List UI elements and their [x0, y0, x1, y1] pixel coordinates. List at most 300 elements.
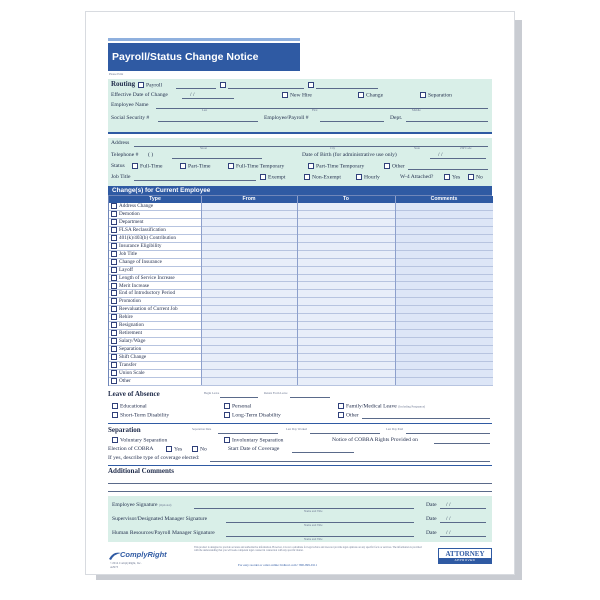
addr-sub-state: State: [414, 146, 420, 150]
table-row: [109, 378, 493, 386]
change-to-field[interactable]: [297, 235, 395, 243]
change-type-cell[interactable]: [111, 378, 131, 386]
w4-yes-option[interactable]: Yes: [444, 174, 460, 181]
routing-divider: [108, 132, 492, 134]
change-type-cell[interactable]: [111, 298, 141, 306]
change-type-checkbox[interactable]: [111, 354, 117, 360]
change-type-cell[interactable]: [111, 243, 162, 251]
change-type-label: Length of Service Increase: [119, 274, 175, 281]
change-type-checkbox[interactable]: [111, 362, 117, 368]
part-time-temp-option[interactable]: Part-Time Temporary: [308, 163, 364, 170]
dob-line: [430, 158, 486, 159]
change-type-label: Layoff: [119, 266, 134, 273]
change-to-field[interactable]: [297, 322, 395, 330]
cobra-notice-label: Notice of COBRA Rights Provided on: [332, 437, 418, 443]
change-type-cell[interactable]: [111, 267, 133, 275]
change-to-field[interactable]: [297, 267, 395, 275]
start-date-field[interactable]: [292, 452, 354, 453]
change-type-label: Insurance Eligibility: [119, 242, 162, 249]
routing-option-2[interactable]: [220, 82, 228, 89]
change-type-label: Demotion: [119, 211, 140, 218]
status-other-option[interactable]: Other: [384, 163, 405, 170]
table-row: [109, 267, 493, 275]
part-time-checkbox[interactable]: [180, 163, 186, 169]
change-type-label: Salary/Wage: [119, 338, 146, 345]
start-date-label: Start Date of Coverage: [228, 446, 280, 452]
change-type-cell[interactable]: [111, 330, 142, 338]
voluntary-checkbox[interactable]: [112, 437, 118, 443]
ssn-field[interactable]: [158, 121, 258, 122]
change-type-cell[interactable]: [111, 211, 140, 219]
change-type-checkbox[interactable]: [111, 267, 117, 273]
last-day-paid-field[interactable]: [406, 433, 490, 434]
change-comments-field[interactable]: [395, 370, 493, 378]
table-row: [109, 211, 493, 219]
w4-label: W-4 Attached?: [400, 174, 434, 180]
change-to-field[interactable]: [297, 370, 395, 378]
educational-checkbox[interactable]: [112, 403, 118, 409]
change-comments-field[interactable]: [395, 306, 493, 314]
return-leave-field[interactable]: [290, 397, 330, 398]
change-to-field[interactable]: [297, 362, 395, 370]
change-comments-field[interactable]: [395, 298, 493, 306]
addr-sub-street: Street: [200, 146, 207, 150]
routing-blank-3[interactable]: [316, 88, 378, 89]
change-to-field[interactable]: [297, 243, 395, 251]
change-from-field[interactable]: [201, 314, 297, 322]
comments-line-1[interactable]: [108, 483, 492, 484]
change-type-cell[interactable]: [111, 370, 145, 378]
dept-field[interactable]: [406, 121, 488, 122]
change-to-field[interactable]: [297, 314, 395, 322]
supervisor-sig-label: Supervisor/Designated Manager Signature: [112, 516, 208, 522]
personal-option[interactable]: Personal: [224, 403, 251, 410]
change-to-field[interactable]: [297, 203, 395, 211]
change-type-label: Shift Change: [119, 354, 147, 361]
change-from-field[interactable]: [201, 290, 297, 298]
change-comments-field[interactable]: [395, 211, 493, 219]
separation-rule: [108, 423, 492, 424]
new-hire-checkbox[interactable]: [282, 92, 288, 98]
change-to-field[interactable]: [297, 219, 395, 227]
change-checkbox[interactable]: [358, 92, 364, 98]
change-comments-field[interactable]: [395, 259, 493, 267]
election-yes-checkbox[interactable]: [166, 446, 172, 452]
change-comments-field[interactable]: [395, 330, 493, 338]
educational-option[interactable]: Educational: [112, 403, 147, 410]
changes-heading-bar: [108, 186, 492, 195]
change-from-field[interactable]: [201, 354, 297, 362]
change-type-cell[interactable]: [111, 219, 144, 227]
change-type-cell[interactable]: [111, 314, 133, 322]
separation-heading: Separation: [108, 426, 141, 434]
employee-payroll-label: Employee/Payroll #: [264, 115, 309, 121]
change-type-label: Rehire: [119, 314, 133, 321]
change-type-label: Change of Insurance: [119, 258, 162, 265]
change-type-cell[interactable]: [111, 275, 175, 283]
change-type-checkbox[interactable]: [111, 370, 117, 376]
election-label: Election of COBRA: [108, 446, 154, 452]
addr-sub-zip: ZIP Code: [460, 146, 472, 150]
change-from-field[interactable]: [201, 362, 297, 370]
name-sub-middle: Middle: [412, 108, 421, 112]
hourly-checkbox[interactable]: [356, 174, 362, 180]
change-type-checkbox[interactable]: [111, 314, 117, 320]
col-to-header: To: [343, 196, 349, 202]
change-type-cell[interactable]: [111, 259, 162, 267]
change-type-cell[interactable]: [111, 362, 136, 370]
job-title-label: Job Title: [111, 174, 131, 180]
col-from-header: From: [242, 196, 256, 202]
involuntary-checkbox[interactable]: [224, 437, 230, 443]
last-day-worked-field[interactable]: [310, 433, 380, 434]
change-type-label: End of Introductory Period: [119, 290, 176, 297]
change-comments-field[interactable]: [395, 322, 493, 330]
last-day-worked-label: Last Day Worked: [286, 427, 308, 431]
change-type-checkbox[interactable]: [111, 211, 117, 217]
begin-leave-label: Begin Leave: [204, 391, 220, 395]
change-type-label: Merit Increase: [119, 282, 150, 289]
change-type-cell[interactable]: [111, 283, 149, 291]
change-type-checkbox[interactable]: [111, 283, 117, 289]
change-from-field[interactable]: [201, 322, 297, 330]
exempt-checkbox[interactable]: [260, 174, 266, 180]
change-from-field[interactable]: [201, 370, 297, 378]
change-comments-field[interactable]: [395, 362, 493, 370]
change-comments-field[interactable]: [395, 243, 493, 251]
change-type-cell[interactable]: [111, 290, 175, 298]
last-day-paid-label: Last Day Paid: [386, 427, 403, 431]
hr-sig-date-field[interactable]: / /: [446, 530, 451, 536]
change-from-field[interactable]: [201, 306, 297, 314]
full-time-temp-option[interactable]: Full-Time Temporary: [228, 163, 284, 170]
approved-strip: [439, 558, 491, 563]
table-row: [109, 346, 493, 354]
election-yes-option[interactable]: Yes: [166, 446, 182, 453]
change-comments-field[interactable]: [395, 378, 493, 386]
change-type-checkbox[interactable]: [111, 243, 117, 249]
separation-option[interactable]: Separation: [420, 92, 452, 99]
disclaimer: This product is designed to provide accurate and authoritative information. However, it is not a substitute for legal advice and does not provide legal opinions on any specific facts or services. The information is provided with the understanding that you will seek competent legal counsel in connection with any specific matter.: [194, 546, 422, 553]
title-accent: [108, 38, 300, 41]
change-type-checkbox[interactable]: [111, 298, 117, 304]
change-comments-field[interactable]: [395, 354, 493, 362]
page-title: Payroll/Status Change Notice: [112, 51, 259, 63]
dob-label: Date of Birth (for administrative use only): [302, 152, 397, 158]
change-to-field[interactable]: [297, 378, 395, 386]
change-type-cell[interactable]: [111, 235, 176, 243]
product-code: A2973: [110, 565, 119, 569]
change-comments-field[interactable]: [395, 203, 493, 211]
table-row: [109, 275, 493, 283]
status-other-field[interactable]: [408, 169, 488, 170]
change-to-field[interactable]: [297, 251, 395, 259]
form-sheet: [86, 12, 514, 574]
col-comments-header: Comments: [430, 196, 458, 202]
cobra-notice-field[interactable]: [434, 443, 490, 444]
attorney-text: ATTORNEY: [445, 550, 485, 558]
table-row: [109, 243, 493, 251]
supervisor-sig-date-field[interactable]: / /: [446, 516, 451, 522]
long-term-option[interactable]: Long-Term Disability: [224, 412, 281, 419]
table-row: [109, 235, 493, 243]
dob-field[interactable]: / /: [438, 152, 443, 158]
change-from-field[interactable]: [201, 275, 297, 283]
routing-option-3[interactable]: [308, 82, 316, 89]
change-from-field[interactable]: [201, 378, 297, 386]
table-row: [109, 283, 493, 291]
brand-name: ComplyRight: [120, 550, 167, 559]
dept-label: Dept.: [390, 115, 403, 121]
change-type-checkbox[interactable]: [111, 227, 117, 233]
long-term-checkbox[interactable]: [224, 412, 230, 418]
change-type-label: Job Title: [119, 250, 138, 257]
w4-no-option[interactable]: No: [468, 174, 483, 181]
change-type-cell[interactable]: [111, 306, 178, 314]
full-time-temp-checkbox[interactable]: [228, 163, 234, 169]
employee-sig-date-label: Date: [426, 502, 437, 508]
telephone-label: Telephone #: [111, 152, 139, 158]
short-term-checkbox[interactable]: [112, 412, 118, 418]
employee-sig-date-field[interactable]: / /: [446, 502, 451, 508]
w4-yes-checkbox[interactable]: [444, 174, 450, 180]
leave-heading: Leave of Absence: [108, 390, 160, 398]
change-from-field[interactable]: [201, 330, 297, 338]
change-type-checkbox[interactable]: [111, 259, 117, 265]
change-type-label: Other: [119, 378, 131, 385]
routing-checkbox-3[interactable]: [308, 82, 314, 88]
involuntary-option[interactable]: Involuntary Separation: [224, 437, 283, 444]
change-comments-field[interactable]: [395, 338, 493, 346]
effective-date-line: [182, 98, 234, 99]
change-type-checkbox[interactable]: [111, 330, 117, 336]
address-section: [108, 138, 492, 192]
change-comments-field[interactable]: [395, 275, 493, 283]
change-from-field[interactable]: [201, 243, 297, 251]
part-time-temp-checkbox[interactable]: [308, 163, 314, 169]
table-row: [109, 227, 493, 235]
telephone-field[interactable]: ( ): [148, 152, 154, 158]
table-row: [109, 338, 493, 346]
change-to-field[interactable]: [297, 283, 395, 291]
change-from-field[interactable]: [201, 298, 297, 306]
supervisor-sig-date-label: Date: [426, 516, 437, 522]
status-label: Status: [111, 163, 125, 169]
exempt-option[interactable]: Exempt: [260, 174, 285, 181]
change-to-field[interactable]: [297, 298, 395, 306]
change-to-field[interactable]: [297, 275, 395, 283]
change-to-field[interactable]: [297, 346, 395, 354]
leave-other-checkbox[interactable]: [338, 412, 344, 418]
table-row: [109, 330, 493, 338]
routing-blank-1[interactable]: [176, 88, 216, 89]
hr-sig-date-line: [440, 536, 486, 537]
change-comments-field[interactable]: [395, 267, 493, 275]
change-type-checkbox[interactable]: [111, 203, 117, 209]
w4-no-checkbox[interactable]: [468, 174, 474, 180]
hourly-option[interactable]: Hourly: [356, 174, 380, 181]
change-from-field[interactable]: [201, 346, 297, 354]
hr-name-title-note: Name and Title: [304, 537, 323, 541]
election-no-checkbox[interactable]: [192, 446, 198, 452]
change-from-field[interactable]: [201, 219, 297, 227]
col-sep-1: [201, 196, 202, 385]
change-from-field[interactable]: [201, 283, 297, 291]
change-type-cell[interactable]: [111, 354, 146, 362]
change-type-checkbox[interactable]: [111, 219, 117, 225]
routing-checkbox-2[interactable]: [220, 82, 226, 88]
routing-blank-2[interactable]: [228, 88, 304, 89]
change-type-label: Address Change: [119, 203, 154, 210]
col-type-header: Type: [149, 196, 161, 202]
hr-sig-label: Human Resources/Payroll Manager Signature: [112, 530, 215, 536]
change-to-field[interactable]: [297, 338, 395, 346]
table-row: [109, 362, 493, 370]
change-type-checkbox[interactable]: [111, 275, 117, 281]
change-from-field[interactable]: [201, 251, 297, 259]
change-type-label: Transfer: [119, 362, 137, 369]
signatures-section: [108, 496, 492, 542]
change-from-field[interactable]: [201, 338, 297, 346]
change-option[interactable]: Change: [358, 92, 383, 99]
change-type-cell[interactable]: [111, 227, 166, 235]
change-comments-field[interactable]: [395, 227, 493, 235]
telephone-line: [172, 158, 262, 159]
return-leave-label: Return From Leave: [264, 391, 288, 395]
separation-checkbox[interactable]: [420, 92, 426, 98]
addr-sub-city: City: [330, 146, 336, 150]
full-time-option[interactable]: Full-Time: [132, 163, 163, 170]
change-to-field[interactable]: [297, 306, 395, 314]
changes-table: [108, 195, 492, 386]
routing-section: [108, 79, 492, 132]
job-title-field[interactable]: [134, 180, 256, 181]
change-from-field[interactable]: [201, 267, 297, 275]
change-type-label: Union Scale: [119, 370, 145, 377]
begin-leave-field[interactable]: [220, 397, 258, 398]
change-type-checkbox[interactable]: [111, 235, 117, 241]
change-from-field[interactable]: [201, 203, 297, 211]
sup-name-title-note: Name and Title: [304, 509, 323, 513]
change-type-checkbox[interactable]: [111, 306, 117, 312]
effective-date-label: Effective Date of Change: [111, 92, 168, 98]
please-print: Please Print: [109, 72, 124, 76]
personal-checkbox[interactable]: [224, 403, 230, 409]
change-from-field[interactable]: [201, 227, 297, 235]
change-type-checkbox[interactable]: [111, 338, 117, 344]
page-shadow-right: [514, 20, 522, 580]
change-type-cell[interactable]: [111, 346, 141, 354]
part-time-option[interactable]: Part-Time: [180, 163, 210, 170]
col-sep-3: [395, 196, 396, 385]
changes-table-header: [109, 196, 493, 203]
payroll-checkbox[interactable]: [138, 82, 144, 88]
comments-rule: [108, 465, 492, 466]
family-option[interactable]: Family/Medical Leave (Including Pregnancy): [338, 403, 425, 410]
address-field[interactable]: [134, 146, 488, 147]
change-type-cell[interactable]: [111, 338, 145, 346]
change-from-field[interactable]: [201, 235, 297, 243]
change-comments-field[interactable]: [395, 283, 493, 291]
change-comments-field[interactable]: [395, 346, 493, 354]
table-row: [109, 354, 493, 362]
change-to-field[interactable]: [297, 290, 395, 298]
change-type-checkbox[interactable]: [111, 251, 117, 257]
change-type-checkbox[interactable]: [111, 290, 117, 296]
change-to-field[interactable]: [297, 227, 395, 235]
change-type-label: Department: [119, 219, 144, 226]
new-hire-option[interactable]: New Hire: [282, 92, 312, 99]
sep-date-field[interactable]: [218, 433, 278, 434]
change-type-cell[interactable]: [111, 251, 137, 259]
election-no-option[interactable]: No: [192, 446, 207, 453]
supervisor-sig-date-line: [440, 522, 486, 523]
describe-field[interactable]: [210, 461, 490, 462]
family-checkbox[interactable]: [338, 403, 344, 409]
approved-text: APPROVED: [454, 558, 476, 562]
change-from-field[interactable]: [201, 259, 297, 267]
ssn-label: Social Security #: [111, 115, 150, 121]
employee-sig-date-line: [440, 508, 486, 509]
change-type-label: FLSA Reclassification: [119, 227, 166, 234]
comments-line-2[interactable]: [108, 491, 492, 492]
change-to-field[interactable]: [297, 354, 395, 362]
change-type-checkbox[interactable]: [111, 378, 117, 384]
changes-heading: Change(s) for Current Employee: [112, 187, 211, 194]
copyright: ©2014 ComplyRight, Inc.: [110, 561, 142, 565]
change-to-field[interactable]: [297, 211, 395, 219]
name-sub-first: First: [312, 108, 318, 112]
table-row: [109, 314, 493, 322]
change-to-field[interactable]: [297, 330, 395, 338]
change-to-field[interactable]: [297, 259, 395, 267]
change-comments-field[interactable]: [395, 235, 493, 243]
change-type-label: Promotion: [119, 298, 141, 305]
hr-sig-date-label: Date: [426, 530, 437, 536]
change-from-field[interactable]: [201, 211, 297, 219]
reorder-info: For easy reorder or order online: hrdirect.com • 800-999-9111: [238, 563, 318, 567]
name-sub-last: Last: [202, 108, 208, 112]
non-exempt-option[interactable]: Non-Exempt: [304, 174, 341, 181]
employee-name-label: Employee Name: [111, 102, 149, 108]
change-type-checkbox[interactable]: [111, 322, 117, 328]
change-type-cell[interactable]: [111, 322, 144, 330]
change-type-label: Reevaluation of Current Job: [119, 306, 178, 313]
short-term-option[interactable]: Short-Term Disability: [112, 412, 169, 419]
change-comments-field[interactable]: [395, 219, 493, 227]
hr-name-title-note-top: Name and Title: [304, 523, 323, 527]
leave-other-field[interactable]: [362, 418, 490, 419]
change-type-cell[interactable]: [111, 203, 153, 211]
voluntary-option[interactable]: Voluntary Separation: [112, 437, 167, 444]
status-other-checkbox[interactable]: [384, 163, 390, 169]
leave-other-option[interactable]: Other: [338, 412, 359, 419]
employee-payroll-field[interactable]: [320, 121, 384, 122]
change-comments-field[interactable]: [395, 314, 493, 322]
non-exempt-checkbox[interactable]: [304, 174, 310, 180]
effective-date-field[interactable]: / /: [190, 92, 195, 98]
full-time-checkbox[interactable]: [132, 163, 138, 169]
comments-heading: Additional Comments: [108, 467, 174, 475]
payroll-option[interactable]: Payroll: [138, 82, 162, 89]
col-sep-2: [297, 196, 298, 385]
sep-date-label: Separation Date: [192, 427, 212, 431]
change-type-checkbox[interactable]: [111, 346, 117, 352]
change-comments-field[interactable]: [395, 290, 493, 298]
change-comments-field[interactable]: [395, 251, 493, 259]
change-type-label: Separation: [119, 346, 142, 353]
table-row: [109, 290, 493, 298]
